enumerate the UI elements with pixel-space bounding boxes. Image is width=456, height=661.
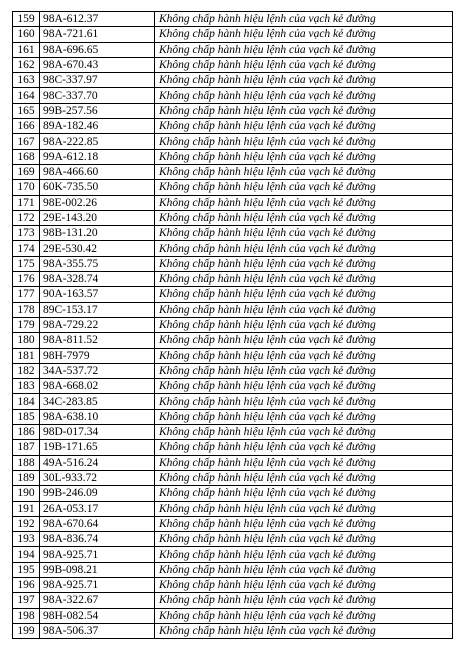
table-row — [13, 12, 453, 27]
table-row — [13, 562, 453, 577]
row-number-cell: 173 — [13, 226, 40, 241]
violation-table-page — [12, 11, 453, 639]
row-number-cell: 176 — [13, 272, 40, 287]
table-row — [13, 577, 453, 592]
license-plate-cell: 99A-612.18 — [40, 149, 155, 164]
row-number-cell: 197 — [13, 593, 40, 608]
license-plate-cell: 89A-182.46 — [40, 119, 155, 134]
license-plate-cell: 98C-337.97 — [40, 73, 155, 88]
license-plate-cell: 98E-002.26 — [40, 195, 155, 210]
table-row — [13, 195, 453, 210]
table-row — [13, 440, 453, 455]
violation-table-body — [13, 12, 453, 639]
row-number-cell: 198 — [13, 608, 40, 623]
violation-cell: Không chấp hành hiệu lệnh của vạch kẻ đường — [155, 455, 453, 470]
violation-cell: Không chấp hành hiệu lệnh của vạch kẻ đường — [155, 394, 453, 409]
table-row — [13, 272, 453, 287]
license-plate-cell: 98A-925.71 — [40, 577, 155, 592]
violation-table — [12, 11, 453, 639]
row-number-cell: 188 — [13, 455, 40, 470]
row-number-cell: 166 — [13, 119, 40, 134]
violation-cell: Không chấp hành hiệu lệnh của vạch kẻ đường — [155, 302, 453, 317]
license-plate-cell: 98H-082.54 — [40, 608, 155, 623]
license-plate-cell: 98A-222.85 — [40, 134, 155, 149]
row-number-cell: 182 — [13, 363, 40, 378]
table-row — [13, 256, 453, 271]
row-number-cell: 178 — [13, 302, 40, 317]
violation-cell: Không chấp hành hiệu lệnh của vạch kẻ đường — [155, 287, 453, 302]
violation-cell: Không chấp hành hiệu lệnh của vạch kẻ đường — [155, 12, 453, 27]
row-number-cell: 162 — [13, 57, 40, 72]
violation-cell: Không chấp hành hiệu lệnh của vạch kẻ đường — [155, 226, 453, 241]
row-number-cell: 174 — [13, 241, 40, 256]
license-plate-cell: 26A-053.17 — [40, 501, 155, 516]
table-row — [13, 164, 453, 179]
row-number-cell: 169 — [13, 164, 40, 179]
license-plate-cell: 98A-670.64 — [40, 516, 155, 531]
violation-cell: Không chấp hành hiệu lệnh của vạch kẻ đường — [155, 149, 453, 164]
violation-cell: Không chấp hành hiệu lệnh của vạch kẻ đường — [155, 363, 453, 378]
table-row — [13, 317, 453, 332]
table-row — [13, 348, 453, 363]
license-plate-cell: 98A-466.60 — [40, 164, 155, 179]
table-row — [13, 363, 453, 378]
license-plate-cell: 90A-163.57 — [40, 287, 155, 302]
license-plate-cell: 34C-283.85 — [40, 394, 155, 409]
table-row — [13, 516, 453, 531]
violation-cell: Không chấp hành hiệu lệnh của vạch kẻ đường — [155, 134, 453, 149]
table-row — [13, 88, 453, 103]
table-row — [13, 42, 453, 57]
table-row — [13, 302, 453, 317]
table-row — [13, 425, 453, 440]
violation-cell: Không chấp hành hiệu lệnh của vạch kẻ đường — [155, 516, 453, 531]
license-plate-cell: 98A-355.75 — [40, 256, 155, 271]
table-row — [13, 226, 453, 241]
license-plate-cell: 98A-668.02 — [40, 379, 155, 394]
table-row — [13, 547, 453, 562]
row-number-cell: 177 — [13, 287, 40, 302]
violation-cell: Không chấp hành hiệu lệnh của vạch kẻ đường — [155, 272, 453, 287]
violation-cell: Không chấp hành hiệu lệnh của vạch kẻ đường — [155, 547, 453, 562]
license-plate-cell: 30L-933.72 — [40, 470, 155, 485]
row-number-cell: 187 — [13, 440, 40, 455]
license-plate-cell: 99B-098.21 — [40, 562, 155, 577]
violation-cell: Không chấp hành hiệu lệnh của vạch kẻ đường — [155, 623, 453, 638]
row-number-cell: 168 — [13, 149, 40, 164]
license-plate-cell: 98B-131.20 — [40, 226, 155, 241]
row-number-cell: 165 — [13, 103, 40, 118]
violation-cell: Không chấp hành hiệu lệnh của vạch kẻ đường — [155, 348, 453, 363]
row-number-cell: 193 — [13, 532, 40, 547]
row-number-cell: 181 — [13, 348, 40, 363]
license-plate-cell: 98A-322.67 — [40, 593, 155, 608]
violation-cell: Không chấp hành hiệu lệnh của vạch kẻ đường — [155, 180, 453, 195]
license-plate-cell: 98D-017.34 — [40, 425, 155, 440]
table-row — [13, 623, 453, 638]
license-plate-cell: 98A-328.74 — [40, 272, 155, 287]
violation-cell: Không chấp hành hiệu lệnh của vạch kẻ đường — [155, 562, 453, 577]
table-row — [13, 241, 453, 256]
row-number-cell: 164 — [13, 88, 40, 103]
row-number-cell: 186 — [13, 425, 40, 440]
row-number-cell: 180 — [13, 333, 40, 348]
violation-cell: Không chấp hành hiệu lệnh của vạch kẻ đường — [155, 164, 453, 179]
license-plate-cell: 98A-506.37 — [40, 623, 155, 638]
row-number-cell: 167 — [13, 134, 40, 149]
table-row — [13, 501, 453, 516]
table-row — [13, 103, 453, 118]
violation-cell: Không chấp hành hiệu lệnh của vạch kẻ đường — [155, 195, 453, 210]
row-number-cell: 189 — [13, 470, 40, 485]
row-number-cell: 183 — [13, 379, 40, 394]
license-plate-cell: 98A-670.43 — [40, 57, 155, 72]
row-number-cell: 179 — [13, 317, 40, 332]
violation-cell: Không chấp hành hiệu lệnh của vạch kẻ đường — [155, 409, 453, 424]
row-number-cell: 163 — [13, 73, 40, 88]
table-row — [13, 532, 453, 547]
violation-cell: Không chấp hành hiệu lệnh của vạch kẻ đường — [155, 119, 453, 134]
license-plate-cell: 98A-729.22 — [40, 317, 155, 332]
violation-cell: Không chấp hành hiệu lệnh của vạch kẻ đường — [155, 256, 453, 271]
row-number-cell: 175 — [13, 256, 40, 271]
row-number-cell: 184 — [13, 394, 40, 409]
table-row — [13, 379, 453, 394]
license-plate-cell: 60K-735.50 — [40, 180, 155, 195]
violation-cell: Không chấp hành hiệu lệnh của vạch kẻ đường — [155, 486, 453, 501]
table-row — [13, 27, 453, 42]
license-plate-cell: 98A-638.10 — [40, 409, 155, 424]
violation-cell: Không chấp hành hiệu lệnh của vạch kẻ đường — [155, 317, 453, 332]
table-row — [13, 210, 453, 225]
license-plate-cell: 98A-721.61 — [40, 27, 155, 42]
license-plate-cell: 29E-530.42 — [40, 241, 155, 256]
row-number-cell: 191 — [13, 501, 40, 516]
license-plate-cell: 99B-246.09 — [40, 486, 155, 501]
table-row — [13, 180, 453, 195]
violation-cell: Không chấp hành hiệu lệnh của vạch kẻ đường — [155, 470, 453, 485]
license-plate-cell: 98A-836.74 — [40, 532, 155, 547]
license-plate-cell: 99B-257.56 — [40, 103, 155, 118]
license-plate-cell: 98A-612.37 — [40, 12, 155, 27]
violation-cell: Không chấp hành hiệu lệnh của vạch kẻ đường — [155, 608, 453, 623]
license-plate-cell: 49A-516.24 — [40, 455, 155, 470]
violation-cell: Không chấp hành hiệu lệnh của vạch kẻ đường — [155, 333, 453, 348]
row-number-cell: 194 — [13, 547, 40, 562]
row-number-cell: 190 — [13, 486, 40, 501]
license-plate-cell: 98H-7979 — [40, 348, 155, 363]
row-number-cell: 195 — [13, 562, 40, 577]
table-row — [13, 134, 453, 149]
table-row — [13, 608, 453, 623]
violation-cell: Không chấp hành hiệu lệnh của vạch kẻ đường — [155, 27, 453, 42]
violation-cell: Không chấp hành hiệu lệnh của vạch kẻ đường — [155, 501, 453, 516]
violation-cell: Không chấp hành hiệu lệnh của vạch kẻ đường — [155, 532, 453, 547]
violation-cell: Không chấp hành hiệu lệnh của vạch kẻ đường — [155, 425, 453, 440]
table-row — [13, 73, 453, 88]
table-row — [13, 57, 453, 72]
license-plate-cell: 29E-143.20 — [40, 210, 155, 225]
violation-cell: Không chấp hành hiệu lệnh của vạch kẻ đường — [155, 379, 453, 394]
violation-cell: Không chấp hành hiệu lệnh của vạch kẻ đường — [155, 57, 453, 72]
table-row — [13, 593, 453, 608]
violation-cell: Không chấp hành hiệu lệnh của vạch kẻ đường — [155, 593, 453, 608]
row-number-cell: 192 — [13, 516, 40, 531]
violation-cell: Không chấp hành hiệu lệnh của vạch kẻ đường — [155, 577, 453, 592]
violation-cell: Không chấp hành hiệu lệnh của vạch kẻ đường — [155, 103, 453, 118]
violation-cell: Không chấp hành hiệu lệnh của vạch kẻ đường — [155, 440, 453, 455]
violation-cell: Không chấp hành hiệu lệnh của vạch kẻ đường — [155, 241, 453, 256]
violation-cell: Không chấp hành hiệu lệnh của vạch kẻ đường — [155, 88, 453, 103]
row-number-cell: 171 — [13, 195, 40, 210]
violation-cell: Không chấp hành hiệu lệnh của vạch kẻ đường — [155, 42, 453, 57]
table-row — [13, 287, 453, 302]
row-number-cell: 172 — [13, 210, 40, 225]
table-row — [13, 409, 453, 424]
row-number-cell: 199 — [13, 623, 40, 638]
row-number-cell: 185 — [13, 409, 40, 424]
row-number-cell: 161 — [13, 42, 40, 57]
table-row — [13, 486, 453, 501]
table-row — [13, 470, 453, 485]
row-number-cell: 159 — [13, 12, 40, 27]
license-plate-cell: 98A-811.52 — [40, 333, 155, 348]
row-number-cell: 196 — [13, 577, 40, 592]
table-row — [13, 333, 453, 348]
row-number-cell: 170 — [13, 180, 40, 195]
table-row — [13, 394, 453, 409]
violation-cell: Không chấp hành hiệu lệnh của vạch kẻ đường — [155, 210, 453, 225]
license-plate-cell: 98A-925.71 — [40, 547, 155, 562]
license-plate-cell: 34A-537.72 — [40, 363, 155, 378]
row-number-cell: 160 — [13, 27, 40, 42]
license-plate-cell: 89C-153.17 — [40, 302, 155, 317]
license-plate-cell: 98C-337.70 — [40, 88, 155, 103]
table-row — [13, 149, 453, 164]
table-row — [13, 455, 453, 470]
violation-cell: Không chấp hành hiệu lệnh của vạch kẻ đường — [155, 73, 453, 88]
table-row — [13, 119, 453, 134]
license-plate-cell: 98A-696.65 — [40, 42, 155, 57]
license-plate-cell: 19B-171.65 — [40, 440, 155, 455]
